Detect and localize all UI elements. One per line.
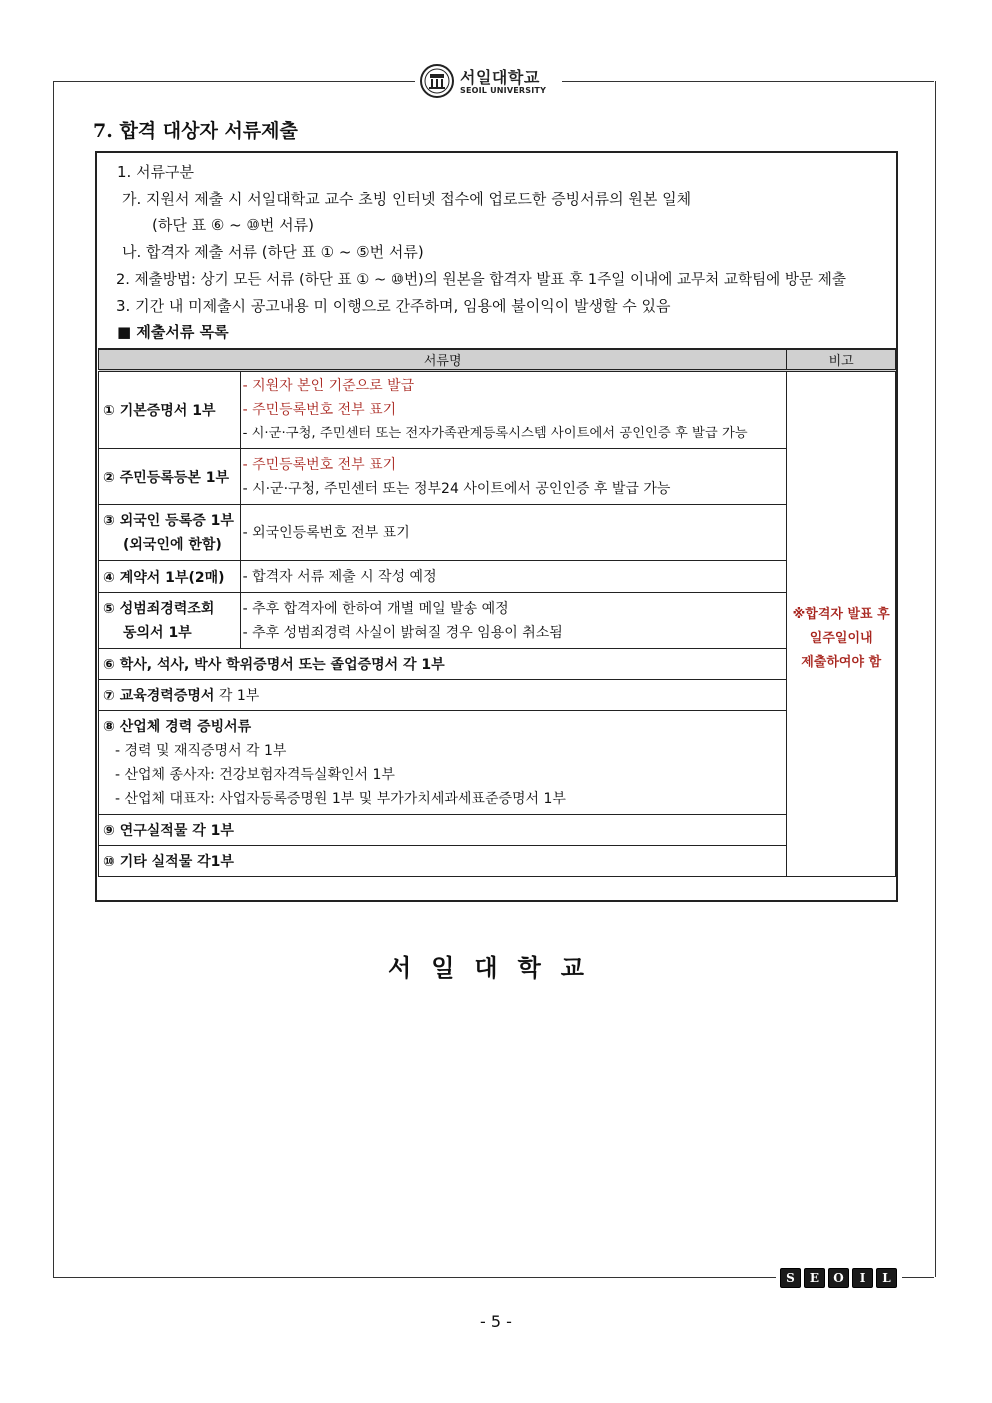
header-doc-name: 서류명: [99, 349, 787, 371]
table-row: [99, 561, 896, 593]
desc-line: - 외국인등록번호 전부 표기: [242, 524, 410, 541]
wide-row-teaching: [99, 680, 787, 711]
badge-letter: I: [852, 1268, 873, 1288]
badge-letter: S: [780, 1268, 801, 1288]
desc-line: - 주민등록번호 전부 표기: [242, 402, 397, 418]
table-row: [99, 593, 896, 649]
doc-name: ④ 계약서 1부(2매): [99, 561, 241, 593]
table-row: [99, 815, 896, 846]
doc-name: ① 기본증명서 1부: [99, 371, 241, 449]
list-heading-text: 제출서류 목록: [136, 323, 229, 341]
table-row: [99, 846, 896, 877]
desc-line: - 지원자 본인 기준으로 발급: [242, 378, 415, 394]
badge-letter: E: [804, 1268, 825, 1288]
page-number: - 5 -: [480, 1312, 512, 1331]
doc-desc: [240, 449, 787, 505]
header-logo: [420, 63, 560, 101]
doc-desc: [240, 561, 787, 593]
note-line: 일주일이내: [809, 631, 873, 646]
item-doc-category-a-note: (하단 표 ⑥ ~ ⑩번 서류): [152, 216, 314, 234]
university-seal-icon: [420, 64, 454, 98]
university-signature: 서일대학교: [388, 953, 604, 982]
doc-name: ② 주민등록등본 1부: [99, 449, 241, 505]
badge-letter: O: [828, 1268, 849, 1288]
table-row: [99, 711, 896, 815]
header-note: 비고: [787, 349, 896, 371]
desc-line: - 시·군·구청, 주민센터 또는 전자가족관계등록시스템 사이트에서 공인인증 후 발급 가능: [242, 426, 748, 441]
desc-line: - 산업체 대표자: 사업자등록증명원 1부 및 부가가치세과세표준증명서 1부: [115, 790, 566, 807]
wide-row-research: ⑨ 연구실적물 각 1부: [99, 815, 787, 846]
item-submit-method: 2. 제출방법: 상기 모든 서류 (하단 표 ① ~ ⑩번)의 원본을 합격자 발표 후 1주일 이내에 교무처 교학팀에 방문 제출: [116, 271, 846, 288]
desc-line: - 시·군·구청, 주민센터 또는 정부24 사이트에서 공인인증 후 발급 가능: [242, 480, 671, 497]
wide-row-other: ⑩ 기타 실적물 각1부: [99, 846, 787, 877]
logo-english-name: SEOIL UNIVERSITY: [460, 86, 547, 95]
note-line: ※합격자 발표 후: [792, 607, 890, 622]
doc-desc: [240, 371, 787, 449]
desc-line: - 합격자 서류 제출 시 작성 예정: [242, 568, 437, 585]
desc-line: - 추후 성범죄경력 사실이 밝혀질 경우 임용이 취소됨: [242, 624, 563, 641]
note-line: 제출하여야 함: [801, 655, 882, 670]
doc-name-line: ③ 외국인 등록증 1부: [103, 512, 234, 529]
seoil-badge: [780, 1268, 897, 1288]
table-header-row: [99, 349, 896, 371]
doc-name: [99, 593, 241, 649]
list-heading: [117, 321, 229, 342]
doc-name: [99, 505, 241, 561]
doc-name-line: 동의서 1부: [123, 624, 192, 641]
wide-row-degree: ⑥ 학사, 석사, 박사 학위증명서 또는 졸업증명서 각 1부: [99, 649, 787, 680]
logo-korean-name: 서일대학교: [460, 68, 540, 87]
table-row: [99, 449, 896, 505]
desc-line: - 추후 합격자에 한하여 개별 메일 발송 예정: [242, 600, 509, 617]
section-title: 7. 합격 대상자 서류제출: [93, 120, 298, 142]
wide-row-industry-title: ⑧ 산업체 경력 증빙서류: [103, 718, 252, 735]
doc-name-line: ⑤ 성범죄경력조회: [103, 600, 215, 617]
doc-desc: [240, 593, 787, 649]
desc-line: - 경력 및 재직증명서 각 1부: [115, 742, 287, 759]
table-row: [99, 649, 896, 680]
item-doc-category-a: 가. 지원서 제출 시 서일대학교 교수 초빙 인터넷 접수에 업로드한 증빙서류의 원본 일체: [122, 190, 692, 208]
item-deadline-warning: 3. 기간 내 미제출시 공고내용 미 이행으로 간주하며, 임용에 불이익이 발생할 수 있음: [116, 297, 671, 315]
doc-desc: [240, 505, 787, 561]
wide-row-teaching-title: ⑦ 교육경력증명서: [103, 688, 215, 704]
frame-bottom-line-right: [902, 1277, 934, 1278]
doc-name-line: (외국인에 한함): [123, 536, 222, 553]
square-bullet-icon: ■: [117, 323, 132, 341]
wide-row-industry: [99, 711, 787, 815]
wide-row-teaching-rest: 각 1부: [214, 688, 260, 704]
desc-line: - 산업체 종사자: 건강보험자격득실확인서 1부: [115, 766, 395, 783]
table-row: [99, 680, 896, 711]
item-doc-category: 1. 서류구분: [117, 163, 195, 181]
frame-top-line-right: [562, 81, 934, 82]
item-doc-category-b: 나. 합격자 제출 서류 (하단 표 ① ~ ⑤번 서류): [122, 243, 424, 261]
documents-table: [98, 348, 896, 877]
badge-letter: L: [876, 1268, 897, 1288]
note-cell: [787, 371, 896, 877]
frame-bottom-line-left: [53, 1277, 776, 1278]
table-row: [99, 505, 896, 561]
desc-line: - 주민등록번호 전부 표기: [242, 456, 397, 473]
frame-top-line-left: [53, 81, 415, 82]
table-row: [99, 371, 896, 449]
